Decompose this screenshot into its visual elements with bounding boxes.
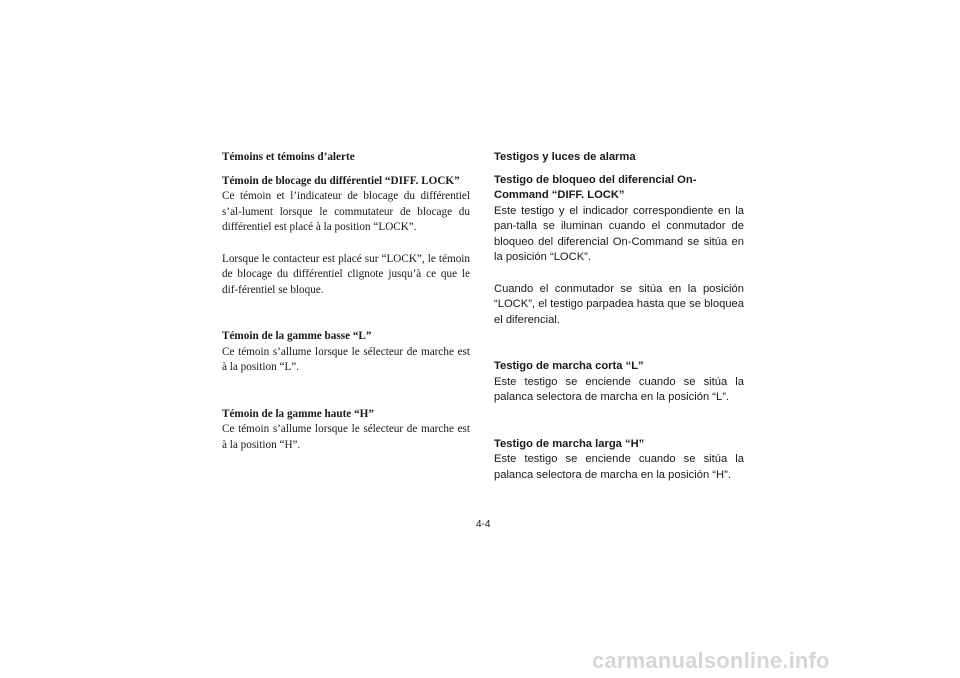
french-paragraph: Ce témoin et l’indicateur de blocage du différentiel s’al-lument lorsque le commutateur de blocage du différentiel est placé à la position “LOCK”. [222,190,470,233]
page-number: 4-4 [476,519,491,530]
french-paragraph: Ce témoin s’allume lorsque le sélecteur de marche est à la position “L”. [222,345,470,373]
spanish-section-high-range [494,437,744,484]
spanish-paragraph: Cuando el conmutador se sitúa en la posición “LOCK”, el testigo parpadea hasta que se bloquea el diferencial. [494,282,744,326]
spanish-paragraph: Este testigo y el indicador correspondiente en la pan-talla se iluminan cuando el conmutador de bloqueo del diferencial On-Command se sitúa en la posición “LOCK”. [494,204,744,263]
french-heading-diff-lock: Témoin de blocage du différentiel “DIFF. LOCK” [222,174,460,187]
spanish-section-diff-lock [494,173,744,329]
spanish-paragraph: Este testigo se enciende cuando se sitúa la palanca selectora de marcha en la posición “H”. [494,453,744,481]
spanish-section-low-range [494,359,744,406]
french-section-high-range [222,407,470,454]
spanish-column [494,150,744,483]
french-heading-low-range: Témoin de la gamme basse “L” [222,330,372,342]
spanish-heading-diff-lock: Testigo de bloqueo del diferencial On-Command “DIFF. LOCK” [494,173,697,201]
spanish-heading-low-range: Testigo de marcha corta “L” [494,360,644,372]
french-paragraph: Ce témoin s’allume lorsque le sélecteur de marche est à la position “H”. [222,423,470,451]
french-title: Témoins et témoins d’alerte [222,151,355,163]
spanish-heading-high-range: Testigo de marcha larga “H” [494,437,645,450]
spanish-paragraph: Este testigo se enciende cuando se sitúa la palanca selectora de marcha en la posición “L”. [494,375,744,403]
french-paragraph: Lorsque le contacteur est placé sur “LOCK”, le témoin de blocage du différentiel clignote jusqu’à ce que le dif-férentiel se bloque. [222,252,470,296]
french-heading-high-range: Témoin de la gamme haute “H” [222,407,374,420]
french-column [222,150,470,453]
spanish-title: Testigos y luces de alarma [494,151,636,163]
watermark-text: carmanualsonline.info [592,648,830,673]
french-section-low-range [222,329,470,376]
french-section-diff-lock [222,174,470,299]
